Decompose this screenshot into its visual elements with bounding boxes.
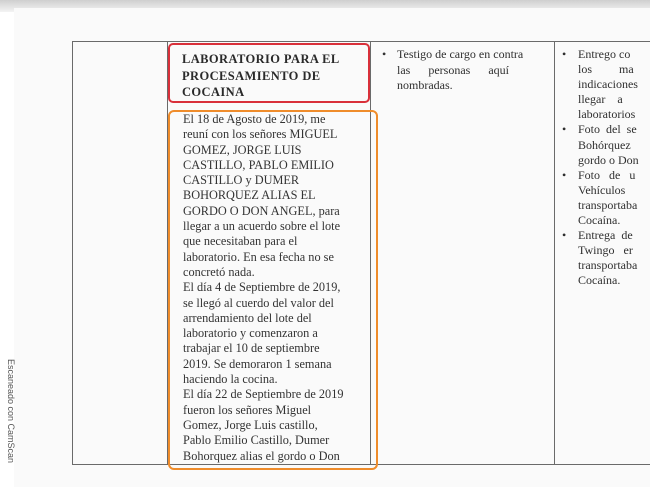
narrative-line: Pablo Emilio Castillo, Dumer: [183, 433, 330, 448]
activity-title-line: COCAINA: [182, 85, 245, 99]
evidence-line: Entrega de: [578, 228, 633, 243]
evidence-line: Cocaína.: [578, 273, 621, 288]
witness-line: Testigo de cargo en contra: [397, 47, 524, 61]
narrative-line: arrendamiento del lote del: [183, 310, 312, 325]
witness-line: nombradas.: [397, 78, 453, 92]
evidence-line: los ma: [578, 62, 634, 77]
narrative-line: GORDO O DON ANGEL, para: [183, 203, 340, 218]
evidence-bullet: •: [562, 228, 567, 243]
narrative-text: [183, 112, 365, 464]
table-column-divider: [72, 41, 73, 465]
evidence-line: laboratorios: [578, 107, 636, 122]
evidence-item: [562, 228, 650, 288]
narrative-line: CASTILLO y DUMER: [183, 173, 300, 188]
evidence-bullet: •: [562, 122, 567, 137]
activity-title-line: LABORATORIO PARA EL: [182, 52, 340, 66]
evidence-line: Foto del se: [578, 122, 637, 137]
narrative-line: fueron los señores Miguel: [183, 402, 312, 417]
narrative-line: se llegó al cuerdo del valor del: [183, 295, 334, 310]
narrative-line: trabajar el 10 de septiembre: [183, 341, 320, 356]
evidence-item: [562, 47, 650, 122]
evidence-line: llegar a: [578, 92, 623, 107]
activity-title-line: PROCESAMIENTO DE: [182, 68, 321, 83]
evidence-bullet: •: [562, 47, 567, 61]
table-column-divider: [554, 41, 555, 465]
evidence-line: gordo o Don: [578, 152, 639, 167]
narrative-line: reuní con los señores MIGUEL: [183, 127, 338, 142]
narrative-line: laboratorio y comenzaron a: [183, 326, 318, 341]
narrative-line: El día 22 de Septiembre de 2019: [183, 387, 344, 402]
witness-line: las personas aquí: [397, 62, 509, 77]
narrative-line: 2019. Se demoraron 1 semana: [183, 356, 332, 371]
table-top-border: [72, 41, 650, 42]
witness-text: [397, 47, 567, 94]
witness-bullet: •: [382, 47, 387, 61]
evidence-line: Foto de u: [578, 167, 636, 182]
evidence-item: [562, 168, 650, 228]
narrative-line: El 18 de Agosto de 2019, me: [183, 112, 326, 126]
evidence-line: indicaciones: [578, 77, 638, 92]
narrative-line: llegar a un acuerdo sobre el lote: [183, 219, 341, 234]
narrative-line: haciendo la cocina.: [183, 372, 278, 387]
narrative-line: GOMEZ, JORGE LUIS: [183, 142, 302, 157]
evidence-line: Entrego co: [578, 47, 631, 61]
narrative-line: concretó nada.: [183, 264, 255, 279]
narrative-line: laboratorio. En esa fecha no se: [183, 249, 334, 264]
evidence-item: [562, 122, 650, 167]
narrative-line: que necesitaban para el: [183, 234, 298, 249]
evidence-bullet: •: [562, 167, 567, 182]
evidence-list: [562, 47, 650, 289]
activity-title: [182, 51, 362, 101]
narrative-line: Bohorquez alias el gordo o Don: [183, 448, 340, 463]
narrative-line: CASTILLO, PABLO EMILIO: [183, 157, 334, 172]
evidence-line: Cocaína.: [578, 213, 621, 228]
evidence-line: transportaba: [578, 258, 638, 273]
evidence-line: Vehículos: [578, 182, 626, 197]
scanner-watermark: Escaneado con CamScan: [6, 359, 16, 464]
evidence-line: Twingo er: [578, 243, 633, 258]
narrative-line: El día 4 de Septiembre de 2019,: [183, 280, 341, 295]
evidence-line: transportaba: [578, 197, 638, 212]
narrative-line: Gomez, Jorge Luis castillo,: [183, 417, 318, 432]
evidence-line: Bohórquez: [578, 137, 631, 152]
narrative-line: BOHORQUEZ ALIAS EL: [183, 188, 316, 203]
